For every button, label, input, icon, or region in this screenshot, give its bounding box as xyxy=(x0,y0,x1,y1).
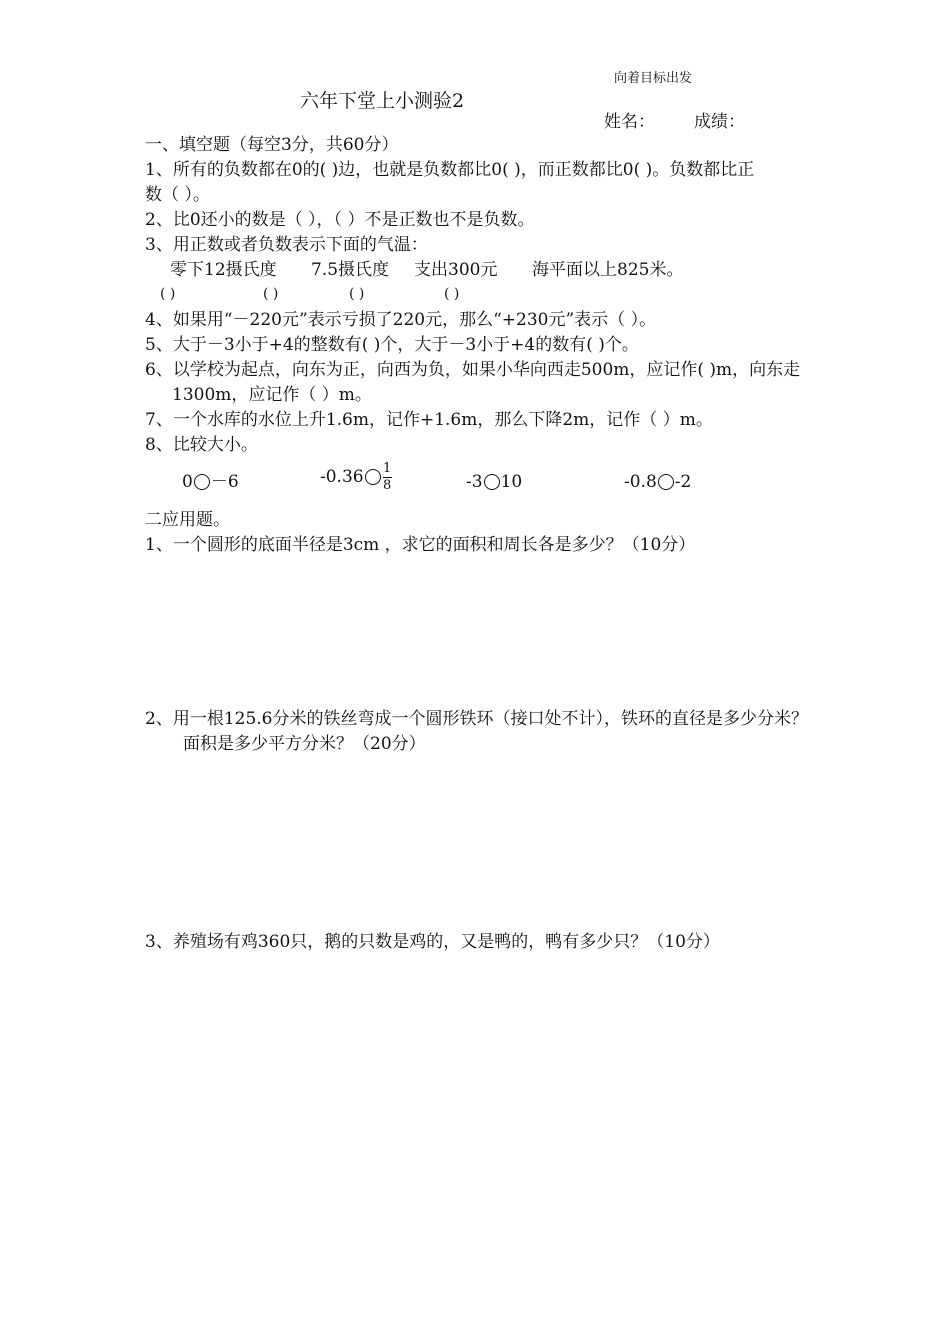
fraction-denominator: 8 xyxy=(382,478,392,493)
compare-right: －6 xyxy=(210,472,239,492)
q3-item-1: 零下12摄氏度 xyxy=(170,260,277,280)
compare-right: 10 xyxy=(500,472,523,492)
q3-item-4: 海平面以上825米。 xyxy=(532,260,684,280)
q3-blank-2: ( ) xyxy=(263,286,279,302)
section1-heading: 一、填空题（每空3分，共60分） xyxy=(145,135,399,155)
circle-icon xyxy=(658,474,674,490)
question-3: 3、用正数或者负数表示下面的气温： xyxy=(145,235,428,255)
compare-item-1 xyxy=(182,470,239,494)
compare-item-2 xyxy=(320,462,392,493)
problem-3: 3、养殖场有鸡360只，鹅的只数是鸡的，又是鸭的，鸭有多少只？（10分） xyxy=(145,932,720,952)
q3-item-3: 支出300元 xyxy=(414,260,498,280)
compare-right: -2 xyxy=(674,472,692,492)
question-6: 6、以学校为起点，向东为正，向西为负，如果小华向西走500m，应记作( )m，向东走 xyxy=(145,360,801,380)
q3-blank-3: ( ) xyxy=(349,286,365,302)
compare-left: 0 xyxy=(182,472,193,492)
slogan: 向着目标出发 xyxy=(614,71,693,86)
name-label: 姓名： xyxy=(604,112,655,132)
compare-left: -0.8 xyxy=(624,472,657,492)
compare-item-3 xyxy=(466,470,522,494)
q3-blank-1: ( ) xyxy=(160,286,176,302)
fraction xyxy=(383,462,392,493)
problem-1: 1、一个圆形的底面半径是3cm ，求它的面积和周长各是多少？（10分） xyxy=(145,535,696,555)
problem-2-cont: 面积是多少平方分米？（20分） xyxy=(183,734,426,754)
page-title: 六年下堂上小测验2 xyxy=(300,90,465,112)
q3-item-2: 7.5摄氏度 xyxy=(311,260,390,280)
circle-icon xyxy=(194,474,210,490)
question-7: 7、一个水库的水位上升1.6m，记作+1.6m，那么下降2m，记作（ ）m。 xyxy=(145,410,713,430)
compare-left: -3 xyxy=(466,472,483,492)
fraction-numerator: 1 xyxy=(382,461,392,476)
question-1: 1、所有的负数都在0的( )边，也就是负数都比0( )，而正数都比0( )。负数都比正 xyxy=(145,160,755,180)
section2-heading: 二应用题。 xyxy=(145,510,230,530)
score-label: 成绩： xyxy=(694,112,745,132)
compare-item-4 xyxy=(624,470,691,494)
question-1-cont: 数（ ）。 xyxy=(145,185,210,205)
circle-icon xyxy=(365,469,381,485)
q3-blank-4: ( ) xyxy=(444,286,460,302)
compare-left: -0.36 xyxy=(320,467,364,487)
problem-2: 2、用一根125.6分米的铁丝弯成一个圆形铁环（接口处不计），铁环的直径是多少分米？ xyxy=(145,709,808,729)
question-8: 8、比较大小。 xyxy=(145,435,258,455)
question-6-cont: 1300m，应记作（ ）m。 xyxy=(172,385,372,405)
circle-icon xyxy=(484,474,500,490)
question-5: 5、大于－3小于+4的整数有( )个，大于－3小于+4的数有( )个。 xyxy=(145,335,639,355)
question-2: 2、比0还小的数是（ ），（ ）不是正数也不是负数。 xyxy=(145,210,535,230)
question-4: 4、如果用“－220元”表示亏损了220元，那么“+230元”表示（ ）。 xyxy=(145,310,657,330)
